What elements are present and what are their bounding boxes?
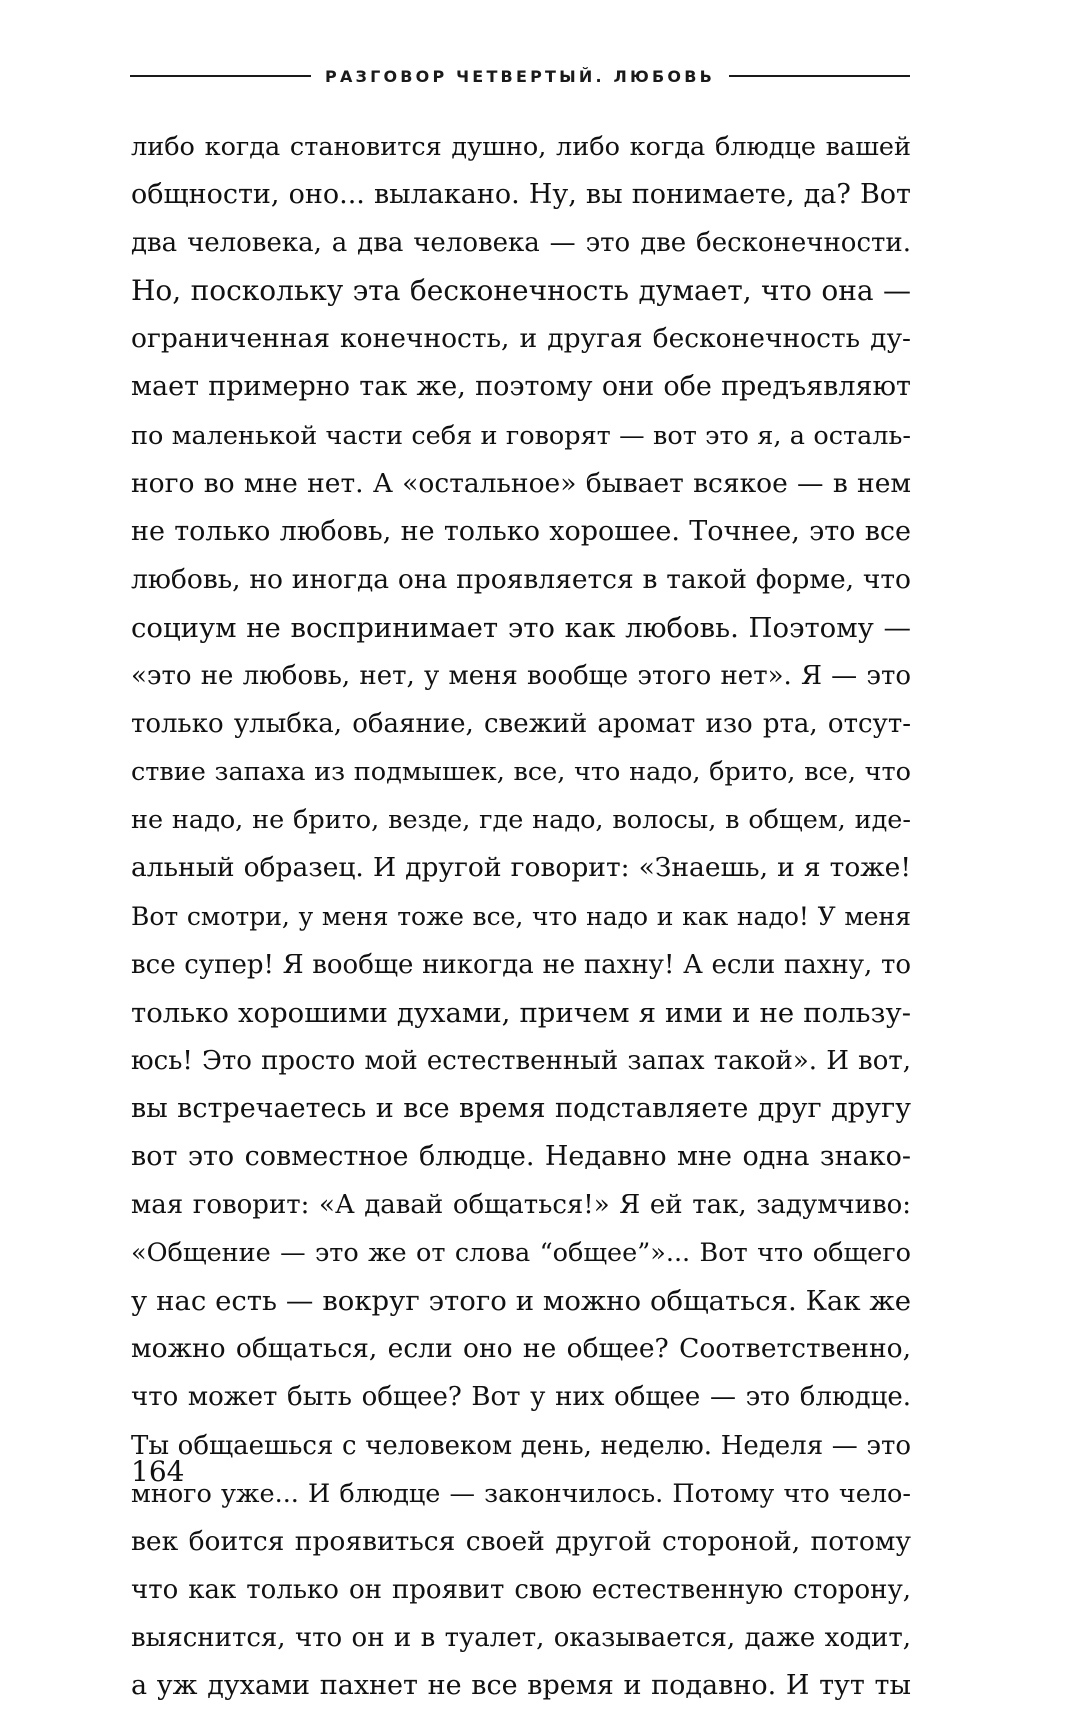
text-line: что как только он проявит свою естественную сторону, xyxy=(131,1574,911,1605)
chapter-title: РАЗГОВОР ЧЕТВЕРТЫЙ. ЛЮБОВЬ xyxy=(325,66,715,86)
text-line: «Общение — это же от слова “общее”»... Вот что общего xyxy=(131,1238,911,1269)
text-line: по маленькой части себя и говорят — вот это я, а осталь- xyxy=(131,420,911,451)
text-line: много уже... И блюдце — закончилось. Потому что чело- xyxy=(131,1478,911,1509)
header-rule-left xyxy=(130,75,311,77)
text-line: ограниченная конечность, и другая бесконечность ду- xyxy=(131,323,911,355)
text-line: «это не любовь, нет, у меня вообще этого нет». Я — это xyxy=(131,661,911,692)
running-header xyxy=(130,62,910,90)
text-line: Ты общаешься с человеком день, неделю. Неделя — это xyxy=(131,1430,911,1461)
text-line: только улыбка, обаяние, свежий аромат изо рта, отсут- xyxy=(131,709,911,740)
text-line: Вот смотри, у меня тоже все, что надо и как надо! У меня xyxy=(131,901,911,931)
text-line: что может быть общее? Вот у них общее — это блюдце. xyxy=(131,1382,911,1413)
text-line: только хорошими духами, причем я ими и не пользу- xyxy=(131,996,911,1029)
text-line: ствие запаха из подмышек, все, что надо, брито, все, что xyxy=(131,757,911,788)
text-line: альный образец. И другой говорит: «Знаешь, и я тоже! xyxy=(131,852,911,884)
text-line: можно общаться, если оно не общее? Соответственно, xyxy=(131,1333,911,1365)
text-line: вы встречаетесь и все время подставляете друг другу xyxy=(131,1092,911,1124)
text-line: не надо, не брито, везде, где надо, волосы, в общем, иде- xyxy=(131,805,911,836)
text-line: юсь! Это просто мой естественный запах такой». И вот, xyxy=(131,1045,911,1076)
text-line: а уж духами пахнет не все время и подавно. И тут ты xyxy=(131,1670,911,1701)
header-rule-right xyxy=(729,75,910,77)
text-line: не только любовь, не только хорошее. Точнее, это все xyxy=(131,515,911,547)
text-line: общности, оно... вылакано. Ну, вы понимаете, да? Вот xyxy=(131,179,911,211)
text-line: мает примерно так же, поэтому они обе предъявляют xyxy=(131,371,911,403)
text-line: либо когда становится душно, либо когда блюдце вашей xyxy=(131,132,911,162)
page-number: 164 xyxy=(131,1455,185,1488)
text-line: век боится проявиться своей другой стороной, потому xyxy=(131,1525,911,1557)
text-line: ного во мне нет. А «остальное» бывает всякое — в нем xyxy=(131,467,911,499)
text-line: социум не воспринимает это как любовь. Поэтому — xyxy=(131,611,911,644)
text-line: любовь, но иногда она проявляется в такой форме, что xyxy=(131,563,911,595)
text-line: два человека, а два человека — это две бесконечности. xyxy=(131,228,911,259)
text-line: вот это совместное блюдце. Недавно мне одна знако- xyxy=(131,1140,911,1172)
text-line: все супер! Я вообще никогда не пахну! А если пахну, то xyxy=(131,949,911,980)
text-line: мая говорит: «А давай общаться!» Я ей так, задумчиво: xyxy=(131,1190,911,1221)
text-line: у нас есть — вокруг этого и можно общаться. Как же xyxy=(131,1285,911,1318)
text-line: Но, поскольку эта бесконечность думает, что она — xyxy=(131,274,911,308)
text-line: выяснится, что он и в туалет, оказывается, даже ходит, xyxy=(131,1622,911,1653)
body-text xyxy=(131,123,911,1710)
